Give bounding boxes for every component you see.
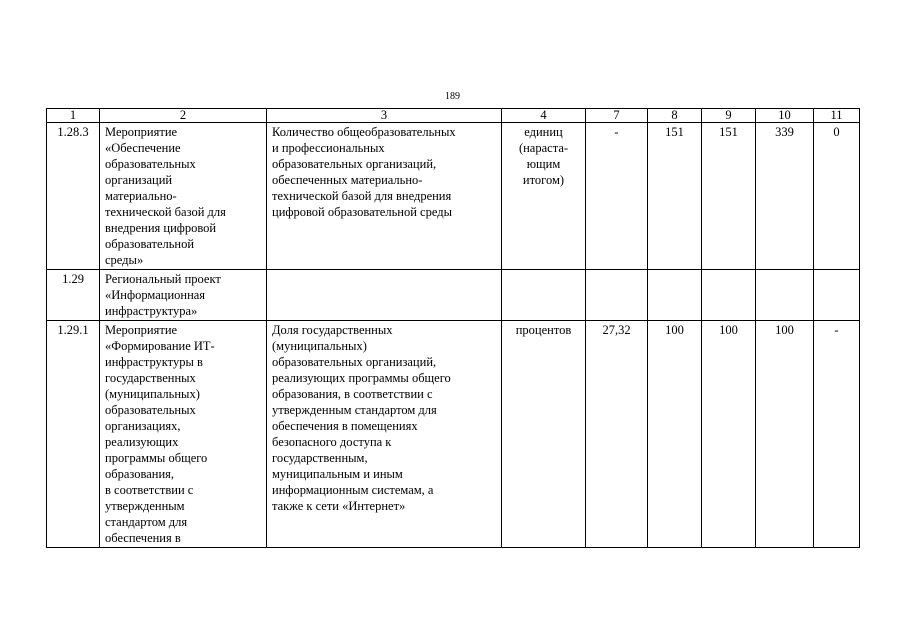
name-line: программы общего bbox=[105, 451, 208, 465]
indicators-table bbox=[46, 108, 860, 548]
indicator-line: реализующих программы общего bbox=[272, 371, 451, 385]
name-line: Мероприятие bbox=[105, 125, 178, 139]
value-col-10 bbox=[756, 270, 814, 321]
name-line: обеспечения в bbox=[105, 531, 181, 545]
header-cell-3: 3 bbox=[267, 109, 502, 123]
value-col-11 bbox=[814, 270, 860, 321]
unit bbox=[502, 270, 586, 321]
name-line: государственных bbox=[105, 371, 196, 385]
name-line: инфраструктура» bbox=[105, 304, 198, 318]
name-line: организациях, bbox=[105, 419, 181, 433]
name-line: среды» bbox=[105, 253, 144, 267]
indicator-line: утвержденным стандартом для bbox=[272, 403, 437, 417]
value-col-8 bbox=[648, 270, 702, 321]
header-cell-1: 1 bbox=[47, 109, 100, 123]
name-line: внедрения цифровой bbox=[105, 221, 217, 235]
unit-line: процентов bbox=[515, 323, 572, 337]
name-line: инфраструктуры в bbox=[105, 355, 203, 369]
row-number: 1.29.1 bbox=[47, 321, 100, 548]
value-col-10: 100 bbox=[756, 321, 814, 548]
indicator-name bbox=[267, 270, 502, 321]
unit bbox=[502, 321, 586, 548]
indicator-line: обеспечения в помещениях bbox=[272, 419, 418, 433]
header-cell-8: 8 bbox=[648, 109, 702, 123]
name-line: материально- bbox=[105, 189, 177, 203]
name-line: организаций bbox=[105, 173, 173, 187]
indicator-name bbox=[267, 123, 502, 270]
header-cell-10: 10 bbox=[756, 109, 814, 123]
measure-name bbox=[100, 123, 267, 270]
measure-name bbox=[100, 321, 267, 548]
name-line: Мероприятие bbox=[105, 323, 178, 337]
indicator-name bbox=[267, 321, 502, 548]
indicator-line: цифровой образовательной среды bbox=[272, 205, 452, 219]
indicator-line: также к сети «Интернет» bbox=[272, 499, 406, 513]
header-cell-9: 9 bbox=[702, 109, 756, 123]
indicator-line: муниципальным и иным bbox=[272, 467, 403, 481]
name-line: (муниципальных) bbox=[105, 387, 200, 401]
name-line: «Формирование ИТ- bbox=[105, 339, 215, 353]
name-line: образования, bbox=[105, 467, 175, 481]
indicator-line: Доля государственных bbox=[272, 323, 393, 337]
value-col-9 bbox=[702, 270, 756, 321]
value-col-8: 100 bbox=[648, 321, 702, 548]
header-cell-11: 11 bbox=[814, 109, 860, 123]
name-line: в соответствии с bbox=[105, 483, 194, 497]
header-row bbox=[47, 109, 860, 123]
header-cell-4: 4 bbox=[502, 109, 586, 123]
row-number: 1.29 bbox=[47, 270, 100, 321]
indicator-line: образования, в соответствии с bbox=[272, 387, 433, 401]
indicator-line: образовательных организаций, bbox=[272, 157, 437, 171]
value-col-11: - bbox=[814, 321, 860, 548]
table-row bbox=[47, 270, 860, 321]
name-line: «Обеспечение bbox=[105, 141, 181, 155]
value-col-8: 151 bbox=[648, 123, 702, 270]
name-line: стандартом для bbox=[105, 515, 188, 529]
unit-line: ющим bbox=[526, 157, 561, 171]
name-line: образовательной bbox=[105, 237, 195, 251]
row-number: 1.28.3 bbox=[47, 123, 100, 270]
name-line: «Информационная bbox=[105, 288, 206, 302]
indicator-line: информационным системам, а bbox=[272, 483, 434, 497]
indicator-line: безопасного доступа к bbox=[272, 435, 392, 449]
indicator-line: Количество общеобразовательных bbox=[272, 125, 456, 139]
table-row bbox=[47, 321, 860, 548]
name-line: образовательных bbox=[105, 157, 196, 171]
value-col-9: 100 bbox=[702, 321, 756, 548]
unit-line: (нараста- bbox=[518, 141, 569, 155]
indicator-line: технической базой для внедрения bbox=[272, 189, 452, 203]
name-line: реализующих bbox=[105, 435, 179, 449]
header-cell-7: 7 bbox=[586, 109, 648, 123]
table-row bbox=[47, 123, 860, 270]
value-col-7 bbox=[586, 270, 648, 321]
indicator-line: (муниципальных) bbox=[272, 339, 367, 353]
measure-name bbox=[100, 270, 267, 321]
name-line: Региональный проект bbox=[105, 272, 221, 286]
value-col-10: 339 bbox=[756, 123, 814, 270]
unit-line: итогом) bbox=[522, 173, 565, 187]
header-cell-2: 2 bbox=[100, 109, 267, 123]
indicator-line: и профессиональных bbox=[272, 141, 385, 155]
unit-line: единиц bbox=[524, 125, 563, 139]
name-line: образовательных bbox=[105, 403, 196, 417]
indicator-line: государственным, bbox=[272, 451, 368, 465]
unit bbox=[502, 123, 586, 270]
value-col-11: 0 bbox=[814, 123, 860, 270]
name-line: технической базой для bbox=[105, 205, 226, 219]
value-col-7: 27,32 bbox=[586, 321, 648, 548]
indicator-line: обеспеченных материально- bbox=[272, 173, 423, 187]
value-col-9: 151 bbox=[702, 123, 756, 270]
page-number: 189 bbox=[445, 91, 460, 102]
name-line: утвержденным bbox=[105, 499, 185, 513]
value-col-7: - bbox=[586, 123, 648, 270]
indicator-line: образовательных организаций, bbox=[272, 355, 437, 369]
